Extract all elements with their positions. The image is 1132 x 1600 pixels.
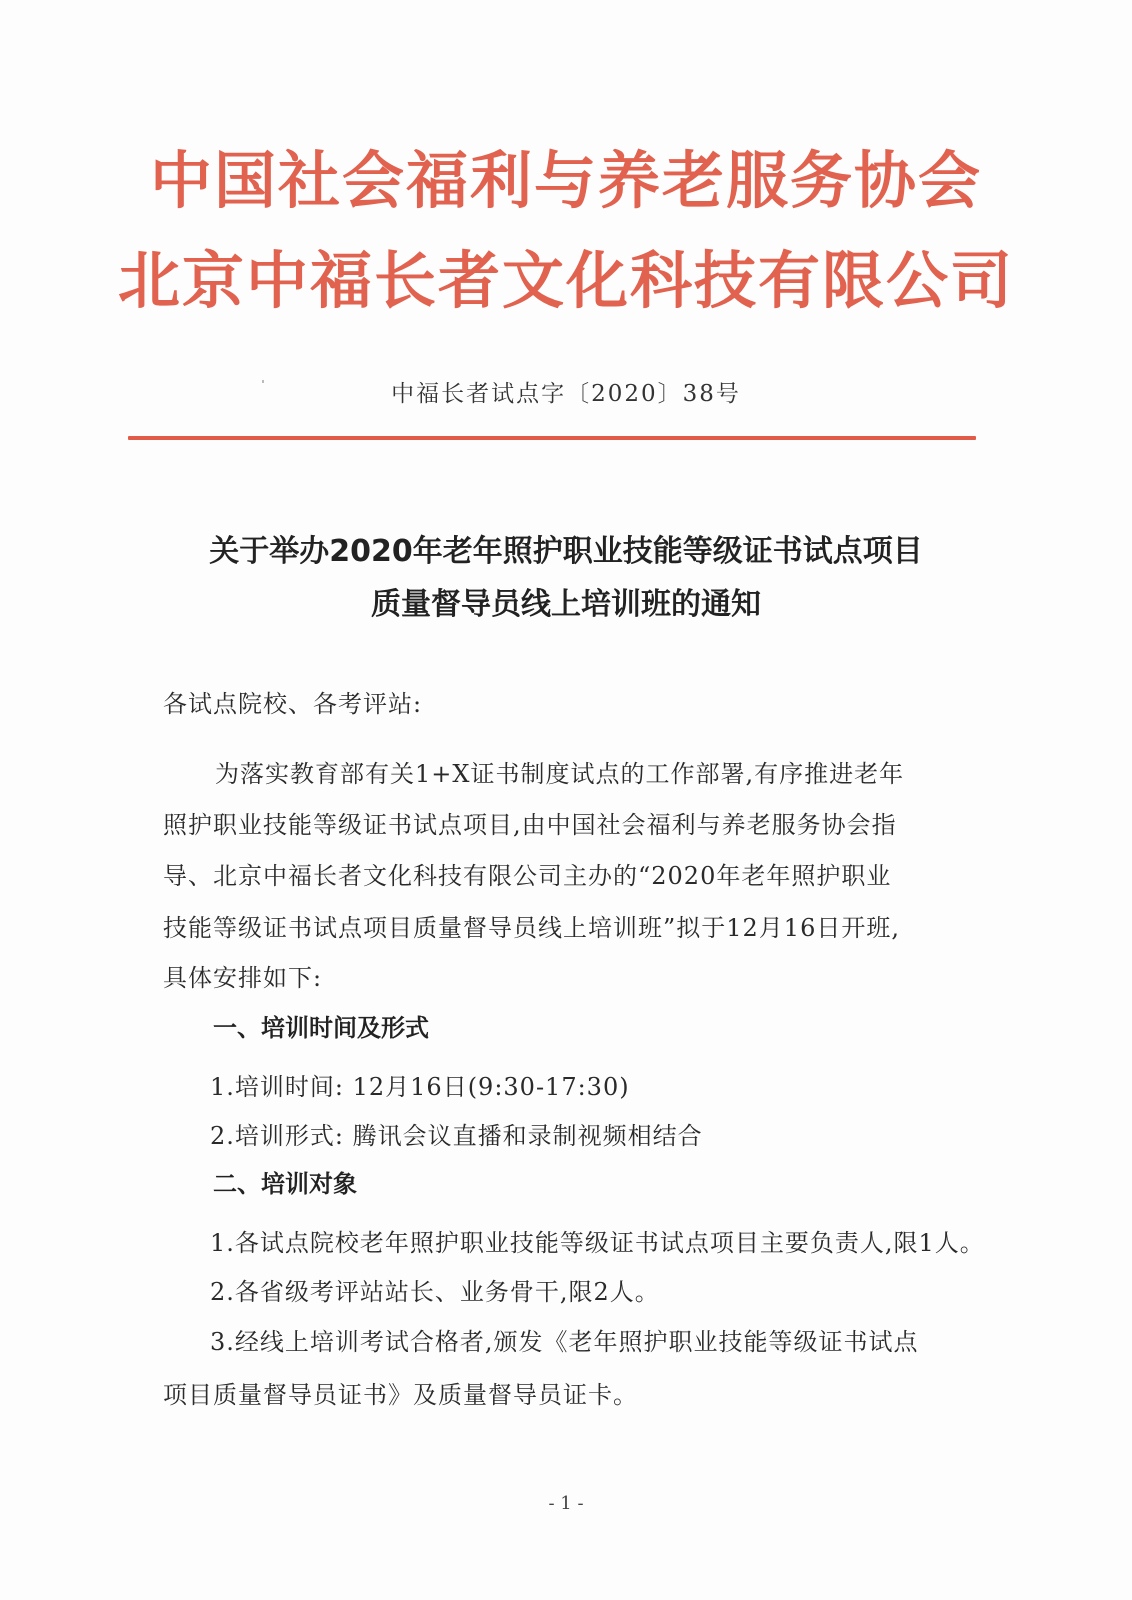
section-heading-time-format: 一、培训时间及形式: [213, 1014, 429, 1042]
red-header-rule: [128, 436, 976, 440]
salutation: 各试点院校、各考评站:: [163, 690, 423, 718]
org-name-line-2: 北京中福长者文化科技有限公司: [117, 244, 1014, 317]
list-item: 2.培训形式: 腾讯会议直播和录制视频相结合: [210, 1122, 703, 1150]
list-item: 1.培训时间: 12月16日(9:30-17:30): [210, 1073, 630, 1101]
page-number: - 1 -: [548, 1493, 584, 1514]
list-item-continuation: 项目质量督导员证书》及质量督导员证卡。: [163, 1381, 638, 1409]
section-heading-audience: 二、培训对象: [213, 1170, 357, 1198]
paragraph-line: 具体安排如下:: [163, 964, 323, 992]
notice-title-line-1: 关于举办2020年老年照护职业技能等级证书试点项目: [209, 534, 923, 569]
paragraph-line: 技能等级证书试点项目质量督导员线上培训班”拟于12月16日开班,: [163, 914, 900, 942]
list-item: 3.经线上培训考试合格者,颁发《老年照护职业技能等级证书试点: [210, 1328, 919, 1356]
list-item: 1.各试点院校老年照护职业技能等级证书试点项目主要负责人,限1人。: [210, 1229, 985, 1257]
document-number: 中福长者试点字〔2020〕38号: [391, 381, 741, 407]
notice-title-line-2: 质量督导员线上培训班的通知: [371, 587, 761, 622]
paragraph-line: 为落实教育部有关1+X证书制度试点的工作部署,有序推进老年: [215, 760, 905, 788]
paragraph-line: 照护职业技能等级证书试点项目,由中国社会福利与养老服务协会指: [163, 811, 897, 839]
org-name-line-1: 中国社会福利与养老服务协会: [149, 144, 982, 217]
list-item: 2.各省级考评站站长、业务骨干,限2人。: [210, 1278, 660, 1306]
scan-speck: [262, 380, 264, 383]
paragraph-line: 导、北京中福长者文化科技有限公司主办的“2020年老年照护职业: [163, 862, 892, 890]
